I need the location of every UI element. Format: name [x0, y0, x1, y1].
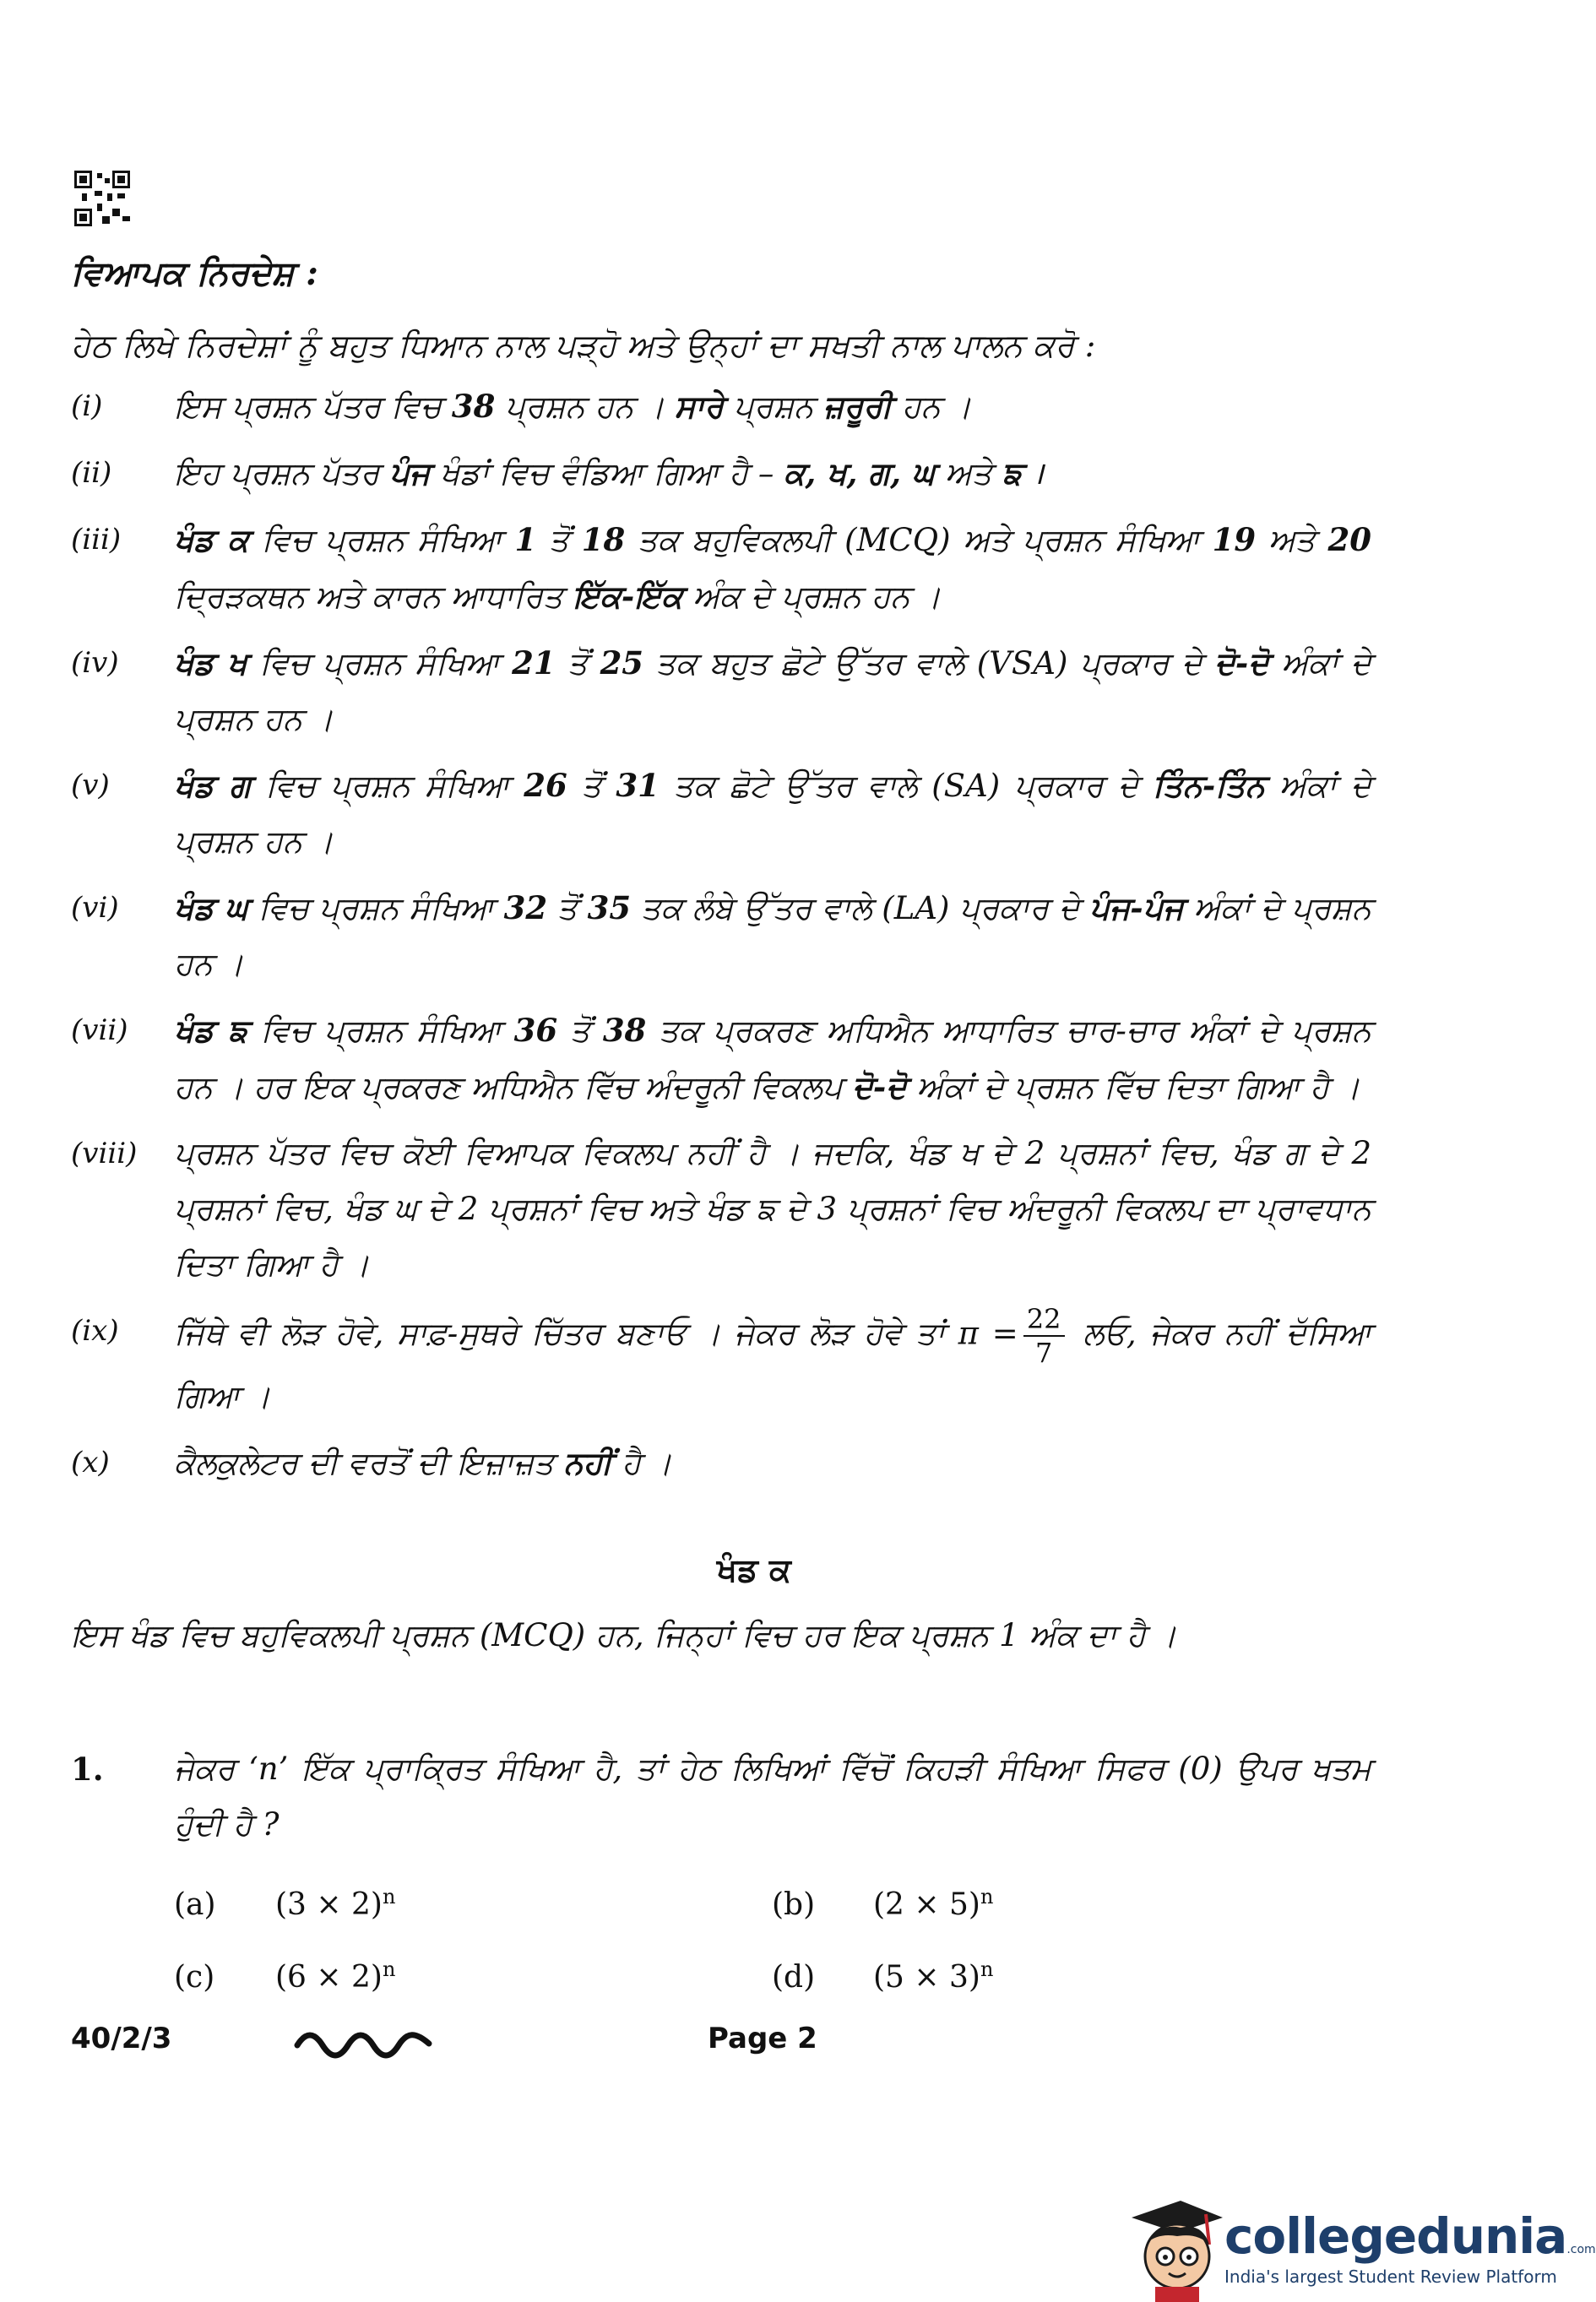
- option-label: (a): [174, 1887, 216, 1922]
- option-base: (3 × 2): [275, 1887, 383, 1922]
- section-heading: ਖੰਡ ਕ: [717, 1550, 791, 1588]
- instruction-item: [71, 880, 1371, 992]
- instruction-number: (viii): [71, 1137, 138, 1170]
- instruction-number: (iii): [71, 523, 122, 556]
- instruction-text: ਇਹ ਪ੍ਰਸ਼ਨ ਪੱਤਰ ਪੰਜ ਖੰਡਾਂ ਵਿਚ ਵੰਡਿਆ ਗਿਆ ਹੈ – ਕ, ਖ, ਗ, ਘ ਅਤੇ ਙ ।: [174, 454, 1045, 491]
- qr-code-icon: [74, 171, 130, 226]
- instruction-text: ਜਿੱਥੇ ਵੀ ਲੋੜ ਹੋਵੇ, ਸਾਫ਼-ਸੁਥਰੇ ਚਿੱਤਰ ਬਣਾਓ । ਜੇਕਰ ਲੋੜ ਹੋਵੇ ਤਾਂ π = $\frac{22}{7}$ ਲਓ, ਜੇਕਰ ਨਹੀਂ ਦੱਸਿਆ ਗਿਆ ।: [174, 1303, 1371, 1414]
- option-exponent: n: [382, 1885, 396, 1908]
- instruction-number: (vii): [71, 1013, 128, 1047]
- option-c: [174, 1957, 395, 1995]
- instruction-number: (ix): [71, 1314, 119, 1348]
- instruction-item: [71, 757, 1371, 870]
- pi-fraction: $\frac{22}{7}$: [1023, 1303, 1065, 1369]
- option-b: [772, 1885, 993, 1922]
- instruction-text: ਖੰਡ ਖ ਵਿਚ ਪ੍ਰਸ਼ਨ ਸੰਖਿਆ 21 ਤੋਂ 25 ਤਕ ਬਹੁਤ ਛੋਟੇ ਉੱਤਰ ਵਾਲੇ (VSA) ਪ੍ਰਕਾਰ ਦੇ ਦੋ-ਦੋ ਅੰਕਾਂ ਦੇ ਪ੍ਰਸ਼ਨ ਹਨ ।: [174, 644, 1371, 737]
- section-intro: ਇਸ ਖੰਡ ਵਿਚ ਬਹੁਵਿਕਲਪੀ ਪ੍ਰਸ਼ਨ (MCQ) ਹਨ, ਜਿਨ੍ਹਾਂ ਵਿਚ ਹਰ ਇਕ ਪ੍ਰਸ਼ਨ 1 ਅੰਕ ਦਾ ਹੈ ।: [71, 1617, 1177, 1653]
- option-exponent: n: [980, 1885, 994, 1908]
- page-number: Page 2: [708, 2022, 817, 2055]
- instruction-text: ਖੰਡ ਘ ਵਿਚ ਪ੍ਰਸ਼ਨ ਸੰਖਿਆ 32 ਤੋਂ 35 ਤਕ ਲੰਬੇ ਉੱਤਰ ਵਾਲੇ (LA) ਪ੍ਰਕਾਰ ਦੇ ਪੰਜ-ਪੰਜ ਅੰਕਾਂ ਦੇ ਪ੍ਰਸ਼ਨ ਹਨ ।: [174, 889, 1372, 982]
- option-exponent: n: [382, 1957, 396, 1981]
- option-base: (2 × 5): [873, 1887, 980, 1922]
- instructions-intro: ਹੇਠ ਲਿਖੇ ਨਿਰਦੇਸ਼ਾਂ ਨੂੰ ਬਹੁਤ ਧਿਆਨ ਨਾਲ ਪੜ੍ਹੋ ਅਤੇ ਉਨ੍ਹਾਂ ਦਾ ਸਖਤੀ ਨਾਲ ਪਾਲਨ ਕਰੋ :: [71, 327, 1096, 364]
- option-base: (6 × 2): [275, 1960, 383, 1995]
- instruction-item: [71, 1126, 1371, 1293]
- instruction-number: (i): [71, 389, 103, 423]
- instruction-text: ਪ੍ਰਸ਼ਨ ਪੱਤਰ ਵਿਚ ਕੋਈ ਵਿਆਪਕ ਵਿਕਲਪ ਨਹੀਂ ਹੈ । ਜਦਕਿ, ਖੰਡ ਖ ਦੇ 2 ਪ੍ਰਸ਼ਨਾਂ ਵਿਚ, ਖੰਡ ਗ ਦੇ 2 ਪ੍ਰਸ਼ਨਾਂ ਵਿਚ, ਖੰਡ ਘ ਦੇ 2 ਪ੍ਰਸ਼ਨਾਂ ਵਿਚ ਅਤੇ ਖੰਡ ਙ ਦੇ 3 ਪ੍ਰਸ਼ਨਾਂ ਵਿਚ ਅੰਦਰੂਨੀ ਵਿਕਲਪ ਦਾ ਪ੍ਰਾਵਧਾਨ ਦਿਤਾ ਗਿਆ ਹੈ ।: [174, 1135, 1371, 1283]
- instruction-item: [71, 445, 1371, 502]
- option-d: [772, 1957, 993, 1995]
- instruction-item: [71, 1002, 1371, 1116]
- option-base: (5 × 3): [873, 1960, 980, 1995]
- instruction-number: (iv): [71, 646, 119, 680]
- instruction-text: ਕੈਲਕੁਲੇਟਰ ਦੀ ਵਰਤੋਂ ਦੀ ਇਜ਼ਾਜ਼ਤ ਨਹੀਂ ਹੈ ।: [174, 1444, 672, 1481]
- option-label: (d): [772, 1960, 816, 1995]
- squiggle-decoration-icon: [294, 2025, 432, 2057]
- logo-tagline: India's largest Student Review Platform: [1224, 2267, 1557, 2287]
- instruction-item: [71, 512, 1371, 625]
- instruction-item: [71, 378, 1371, 435]
- instruction-number: (v): [71, 768, 110, 802]
- instruction-number: (ii): [71, 456, 112, 490]
- instructions-list: [71, 378, 1371, 1501]
- instruction-item: [71, 1303, 1371, 1425]
- instruction-text: ਖੰਡ ਕ ਵਿਚ ਪ੍ਰਸ਼ਨ ਸੰਖਿਆ 1 ਤੋਂ 18 ਤਕ ਬਹੁਵਿਕਲਪੀ (MCQ) ਅਤੇ ਪ੍ਰਸ਼ਨ ਸੰਖਿਆ 19 ਅਤੇ 20 ਦ੍ਰਿੜਕਥਨ ਅਤੇ ਕਾਰਨ ਆਧਾਰਿਤ ਇੱਕ-ਇੱਕ ਅੰਕ ਦੇ ਪ੍ਰਸ਼ਨ ਹਨ ।: [174, 521, 1372, 615]
- option-label: (c): [174, 1960, 215, 1995]
- instruction-text: ਇਸ ਪ੍ਰਸ਼ਨ ਪੱਤਰ ਵਿਚ 38 ਪ੍ਰਸ਼ਨ ਹਨ । ਸਾਰੇ ਪ੍ਰਸ਼ਨ ਜ਼ਰੂਰੀ ਹਨ ।: [174, 388, 972, 425]
- instruction-item: [71, 635, 1371, 747]
- instruction-text: ਖੰਡ ਗ ਵਿਚ ਪ੍ਰਸ਼ਨ ਸੰਖਿਆ 26 ਤੋਂ 31 ਤਕ ਛੋਟੇ ਉੱਤਰ ਵਾਲੇ (SA) ਪ੍ਰਕਾਰ ਦੇ ਤਿੰਨ-ਤਿੰਨ ਅੰਕਾਂ ਦੇ ਪ੍ਰਸ਼ਨ ਹਨ ।: [174, 767, 1371, 860]
- question-1: [71, 1741, 1371, 1853]
- instruction-number: (x): [71, 1446, 110, 1479]
- question-number: 1.: [71, 1751, 104, 1788]
- option-exponent: n: [980, 1957, 994, 1981]
- option-a: [174, 1885, 395, 1922]
- instruction-item: [71, 1435, 1371, 1491]
- page-title: ਵਿਆਪਕ ਨਿਰਦੇਸ਼ :: [71, 253, 318, 293]
- question-text: ਜੇਕਰ ‘n’ ਇੱਕ ਪ੍ਰਾਕ੍ਰਿਤ ਸੰਖਿਆ ਹੈ, ਤਾਂ ਹੇਠ ਲਿਖਿਆਂ ਵਿੱਚੋਂ ਕਿਹੜੀ ਸੰਖਿਆ ਸਿਫਰ (0) ਉਪਰ ਖਤਮ ਹੁੰਦੀ ਹੈ ?: [174, 1751, 1371, 1843]
- collegedunia-logo: [1224, 2207, 1596, 2287]
- instruction-text: ਖੰਡ ਙ ਵਿਚ ਪ੍ਰਸ਼ਨ ਸੰਖਿਆ 36 ਤੋਂ 38 ਤਕ ਪ੍ਰਕਰਣ ਅਧਿਐਨ ਆਧਾਰਿਤ ਚਾਰ-ਚਾਰ ਅੰਕਾਂ ਦੇ ਪ੍ਰਸ਼ਨ ਹਨ । ਹਰ ਇਕ ਪ੍ਰਕਰਣ ਅਧਿਐਨ ਵਿੱਚ ਅੰਦਰੂਨੀ ਵਿਕਲਪ ਦੋ-ਦੋ ਅੰਕਾਂ ਦੇ ਪ੍ਰਸ਼ਨ ਵਿੱਚ ਦਿਤਾ ਗਿਆ ਹੈ ।: [174, 1012, 1371, 1105]
- logo-brand: collegedunia: [1224, 2207, 1567, 2265]
- paper-code: 40/2/3: [71, 2022, 172, 2055]
- option-label: (b): [772, 1887, 816, 1922]
- logo-suffix: .com: [1566, 2243, 1596, 2256]
- instruction-number: (vi): [71, 891, 119, 925]
